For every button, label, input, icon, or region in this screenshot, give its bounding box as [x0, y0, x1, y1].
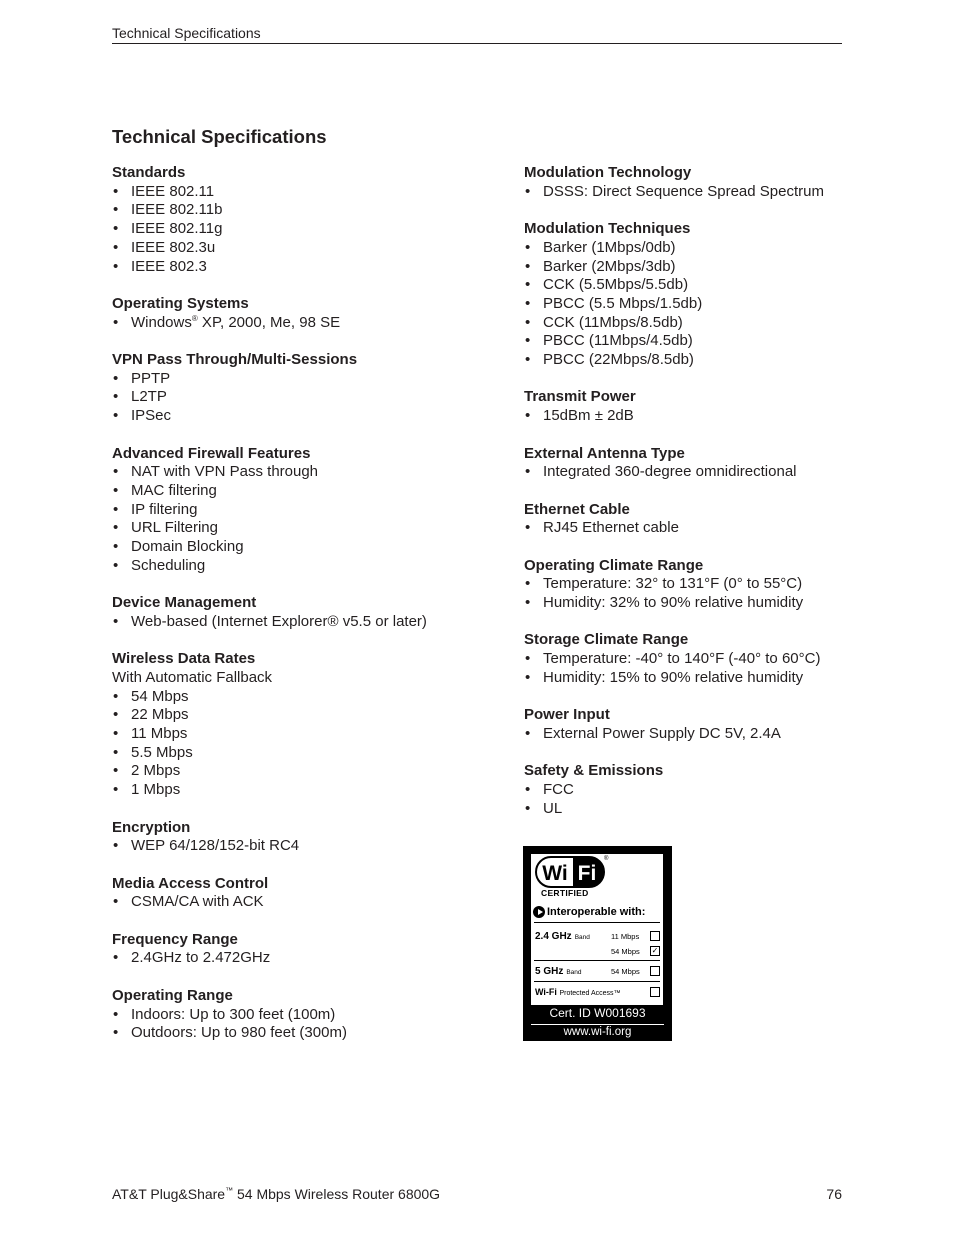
spec-section: [112, 875, 502, 912]
spec-item: • Integrated 360-degree omnidirectional: [524, 463, 854, 482]
spec-heading: Power Input: [524, 706, 610, 724]
spec-item: • PPTP: [112, 370, 502, 389]
spec-item: • Barker (1Mbps/0db): [524, 239, 854, 258]
footer-title-rest: 54 Mbps Wireless Router 6800G: [233, 1186, 441, 1202]
spec-item: • IEEE 802.11g: [112, 220, 502, 239]
rate-54-5ghz-checkbox: [650, 966, 660, 976]
os-versions: XP, 2000, Me, 98 SE: [197, 313, 341, 331]
rate-54-5ghz-label: 54 Mbps: [611, 967, 640, 976]
spec-item: • 2.4GHz to 2.472GHz: [112, 949, 502, 968]
wifi-org-url: www.wi-fi.org: [531, 1024, 664, 1039]
wpa-brand: Wi-Fi: [535, 987, 557, 997]
spec-item: • MAC filtering: [112, 482, 502, 501]
spec-heading: Media Access Control: [112, 874, 269, 892]
spec-list: [112, 1006, 502, 1043]
interoperable-label: Interoperable with:: [547, 906, 646, 918]
spec-heading: Frequency Range: [112, 930, 238, 948]
spec-section: [524, 445, 854, 482]
spec-list: [524, 519, 854, 538]
spec-item: • PBCC (22Mbps/8.5db): [524, 351, 854, 370]
wpa-checkbox: [650, 987, 660, 997]
spec-item: • WEP 64/128/152-bit RC4: [112, 837, 502, 856]
spec-item: • Humidity: 32% to 90% relative humidity: [524, 594, 854, 613]
spec-list: [524, 183, 854, 202]
band-5ghz: [535, 966, 582, 977]
spec-heading: Operating Climate Range: [524, 556, 704, 574]
spec-heading: VPN Pass Through/Multi-Sessions: [112, 351, 358, 368]
spec-list: [112, 613, 502, 632]
spec-list: [524, 650, 854, 687]
spec-heading: External Antenna Type: [524, 444, 685, 462]
spec-item: • URL Filtering: [112, 519, 502, 538]
spec-list: [524, 463, 854, 482]
spec-item: • Outdoors: Up to 980 feet (300m): [112, 1024, 502, 1043]
band-word: Band: [574, 934, 590, 941]
spec-heading: Encryption: [112, 818, 191, 836]
spec-item: • DSSS: Direct Sequence Spread Spectrum: [524, 183, 854, 202]
logo-wi-text: Wi: [542, 862, 568, 885]
spec-item: • L2TP: [112, 388, 502, 407]
badge-divider: [534, 981, 660, 982]
spec-item: • NAT with VPN Pass through: [112, 463, 502, 482]
spec-item: • IEEE 802.11: [112, 183, 502, 202]
spec-heading: Operating Systems: [112, 294, 249, 312]
spec-list: [524, 239, 854, 370]
spec-section: [524, 762, 854, 818]
badge-panel: [531, 854, 663, 1005]
rate-11-label: 11 Mbps: [611, 932, 640, 941]
rate-54-label: 54 Mbps: [611, 947, 640, 956]
spec-item: • RJ45 Ethernet cable: [524, 519, 854, 538]
registered-mark: ®: [191, 313, 198, 323]
spec-heading: Safety & Emissions: [524, 762, 664, 780]
spec-item: • Temperature: 32° to 131°F (0° to 55°C): [524, 575, 854, 594]
band-24ghz: [535, 931, 590, 942]
right-spec-column: [524, 164, 854, 837]
play-arrow-icon: [533, 906, 545, 918]
cert-id: Cert. ID W001693: [549, 1006, 646, 1020]
spec-section: [112, 594, 502, 631]
spec-section: [112, 164, 502, 276]
page-title: Technical Specifications: [112, 126, 327, 147]
rate-11-checkbox: [650, 931, 660, 941]
spec-list: [112, 314, 502, 333]
spec-item: • IEEE 802.3u: [112, 239, 502, 258]
interoperable-heading: [533, 906, 645, 918]
spec-item: • IEEE 802.3: [112, 258, 502, 277]
spec-item: • 2 Mbps: [112, 762, 502, 781]
spec-item: • Web-based (Internet Explorer® v5.5 or later): [112, 613, 502, 632]
wifi-certified-badge: [523, 846, 672, 1041]
spec-list: [112, 463, 502, 575]
spec-item: • IEEE 802.11b: [112, 201, 502, 220]
spec-section: [112, 351, 502, 426]
spec-item: • PBCC (5.5 Mbps/1.5db): [524, 295, 854, 314]
band-5-label: 5 GHz: [535, 966, 564, 977]
spec-item: • IP filtering: [112, 501, 502, 520]
spec-heading: Standards: [112, 164, 186, 181]
spec-section: [112, 819, 502, 856]
spec-list: [112, 837, 502, 856]
spec-list: [524, 407, 854, 426]
spec-section: [524, 220, 854, 370]
spec-heading: Advanced Firewall Features: [112, 444, 311, 462]
spec-heading: Transmit Power: [524, 388, 636, 406]
os-windows: Windows: [131, 313, 192, 331]
band-word: Band: [566, 969, 582, 976]
wpa-text: Protected Access™: [559, 990, 621, 997]
spec-heading: Wireless Data Rates: [112, 650, 256, 668]
wifi-logo: [535, 856, 605, 888]
spec-section: [112, 931, 502, 968]
spec-list: [112, 183, 502, 277]
logo-fi-text: Fi: [577, 862, 597, 885]
spec-list: [112, 893, 502, 912]
spec-list: [112, 688, 502, 800]
spec-heading: Operating Range: [112, 986, 233, 1004]
spec-item: [112, 314, 502, 333]
rate-54-checkbox-checked: ✓: [651, 946, 659, 955]
spec-section: [524, 557, 854, 613]
spec-list: [524, 781, 854, 818]
certified-label: CERTIFIED: [541, 888, 589, 898]
badge-divider: [534, 960, 660, 961]
spec-item: • 54 Mbps: [112, 688, 502, 707]
spec-section: [112, 445, 502, 576]
spec-list: [112, 949, 502, 968]
spec-item: • CCK (5.5Mbps/5.5db): [524, 276, 854, 295]
spec-item: • External Power Supply DC 5V, 2.4A: [524, 725, 854, 744]
spec-item: • 5.5 Mbps: [112, 744, 502, 763]
spec-item: • Scheduling: [112, 557, 502, 576]
spec-item: • Domain Blocking: [112, 538, 502, 557]
wpa-row: [535, 987, 621, 997]
spec-heading: Modulation Technology: [524, 164, 692, 181]
spec-section: [112, 650, 502, 800]
spec-item: • Humidity: 15% to 90% relative humidity: [524, 669, 854, 688]
spec-item: • PBCC (11Mbps/4.5db): [524, 332, 854, 351]
spec-item: • Indoors: Up to 300 feet (100m): [112, 1006, 502, 1025]
footer-title-main: AT&T Plug&Share: [112, 1186, 226, 1202]
spec-item: • 22 Mbps: [112, 706, 502, 725]
spec-item: • IPSec: [112, 407, 502, 426]
spec-section: [524, 164, 854, 201]
footer-trademark: ™: [225, 1186, 234, 1195]
spec-subtitle: With Automatic Fallback: [112, 668, 273, 686]
spec-item: • 15dBm ± 2dB: [524, 407, 854, 426]
spec-item: • CSMA/CA with ACK: [112, 893, 502, 912]
spec-item: • CCK (11Mbps/8.5db): [524, 314, 854, 333]
running-header: Technical Specifications: [112, 24, 842, 44]
spec-list: [524, 575, 854, 612]
spec-list: [112, 370, 502, 426]
spec-section: [112, 295, 502, 332]
spec-item: • FCC: [524, 781, 854, 800]
spec-item: • Barker (2Mbps/3db): [524, 258, 854, 277]
page-number: 76: [826, 1186, 842, 1202]
spec-item: • 11 Mbps: [112, 725, 502, 744]
spec-heading: Device Management: [112, 594, 257, 612]
spec-section: [524, 388, 854, 425]
spec-heading: Storage Climate Range: [524, 631, 689, 649]
spec-item: • 1 Mbps: [112, 781, 502, 800]
logo-registered-mark: ®: [604, 856, 609, 862]
spec-section: [524, 631, 854, 687]
spec-item: • Temperature: -40° to 140°F (-40° to 60°C): [524, 650, 854, 669]
footer-product-title: [112, 1185, 440, 1203]
band-24-label: 2.4 GHz: [535, 931, 572, 942]
spec-section: [524, 706, 854, 743]
badge-divider: [534, 922, 660, 923]
left-spec-column: [112, 164, 502, 1062]
spec-section: [524, 501, 854, 538]
spec-item: • UL: [524, 800, 854, 819]
spec-list: [524, 725, 854, 744]
spec-heading: Ethernet Cable: [524, 500, 630, 518]
spec-section: [112, 987, 502, 1043]
spec-heading: Modulation Techniques: [524, 220, 691, 238]
